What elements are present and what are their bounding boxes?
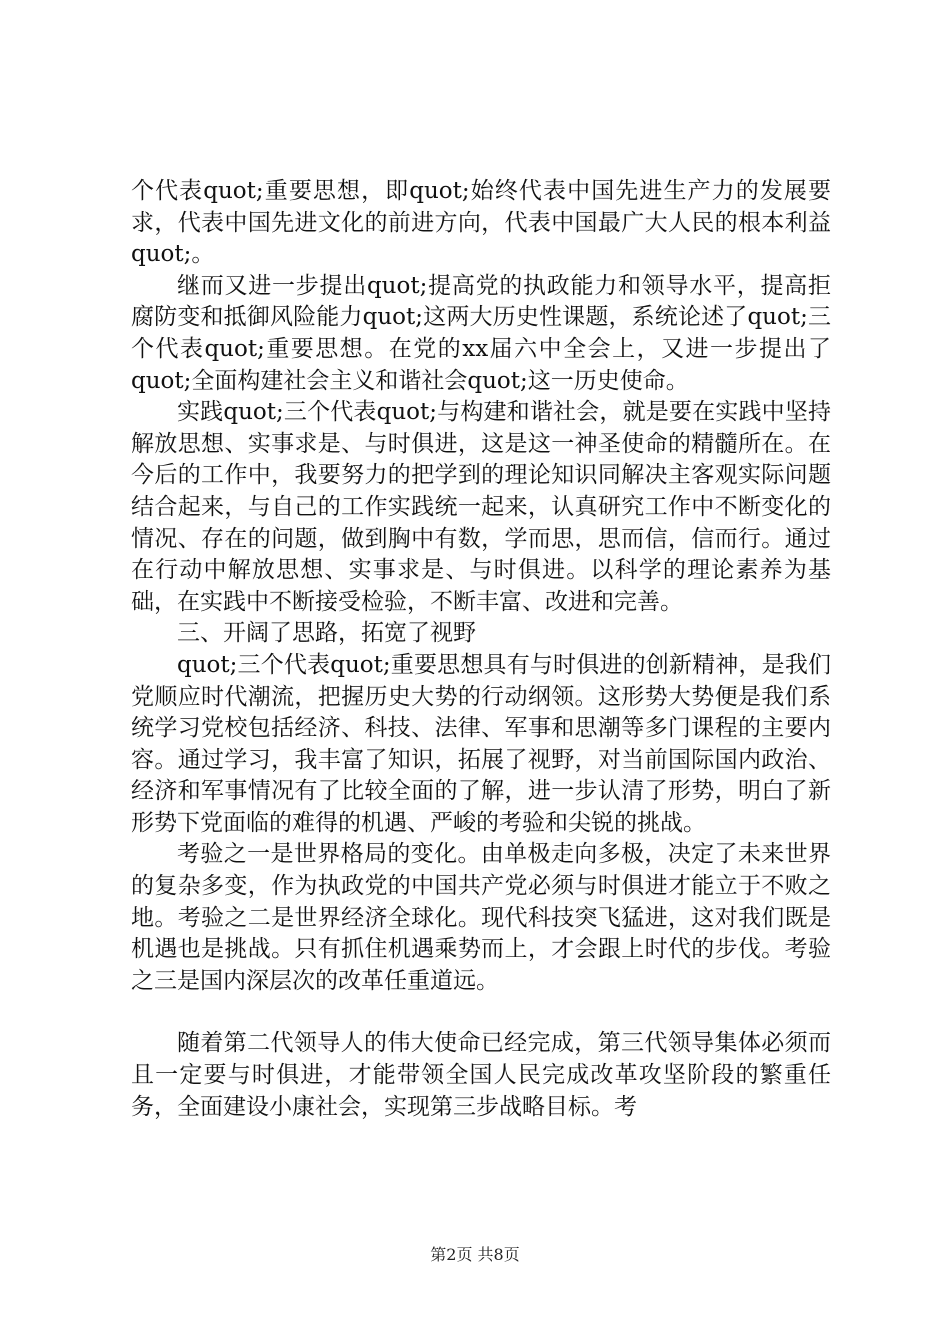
paragraph: 继而又进一步提出quot;提高党的执政能力和领导水平，提高拒腐防变和抵御风险能力quot;这两大历史性课题，系统论述了quot;三个代表quot;重要思想。在党的xx届六中全会上，又进一步提出了quot;全面构建社会主义和谐社会quot;这一历史使命。 [131,272,831,394]
paragraph: 考验之一是世界格局的变化。由单极走向多极，决定了未来世界的复杂多变，作为执政党的中国共产党必须与时俱进才能立于不败之地。考验之二是世界经济全球化。现代科技突飞猛进，这对我们既是机遇也是挑战。只有抓住机遇乘势而上，才会跟上时代的步伐。考验之三是国内深层次的改革任重道远。 [131,841,831,994]
paragraph: quot;三个代表quot;重要思想具有与时俱进的创新精神，是我们党顺应时代潮流，把握历史大势的行动纲领。这形势大势便是我们系统学习党校包括经济、科技、法律、军事和思潮等多门课程的主要内容。通过学习，我丰富了知识，拓展了视野，对当前国际国内政治、经济和军事情况有了比较全面的了解，进一步认清了形势，明白了新形势下党面临的难得的机遇、严峻的考验和尖锐的挑战。 [131,651,831,836]
paragraph-continuation: 个代表quot;重要思想，即quot;始终代表中国先进生产力的发展要求，代表中国先进文化的前进方向，代表中国最广大人民的根本利益quot;。 [131,178,831,268]
document-body [131,176,831,1123]
paragraph: 随着第二代领导人的伟大使命已经完成，第三代领导集体必须而且一定要与时俱进，才能带领全国人民完成改革攻坚阶段的繁重任务，全面建设小康社会，实现第三步战略目标。考 [131,1030,831,1120]
paragraph: 实践quot;三个代表quot;与构建和谐社会，就是要在实践中坚持解放思想、实事求是、与时俱进，这是这一神圣使命的精髓所在。在今后的工作中，我要努力的把学到的理论知识同解决主客观实际问题结合起来，与自己的工作实践统一起来，认真研究工作中不断变化的情况、存在的问题，做到胸中有数，学而思，思而信，信而行。通过在行动中解放思想、实事求是、与时俱进。以科学的理论素养为基础，在实践中不断接受检验，不断丰富、改进和完善。 [131,399,831,615]
page-number-footer: 第2页 共8页 [430,1245,520,1264]
section-heading: 三、开阔了思路，拓宽了视野 [177,620,476,647]
